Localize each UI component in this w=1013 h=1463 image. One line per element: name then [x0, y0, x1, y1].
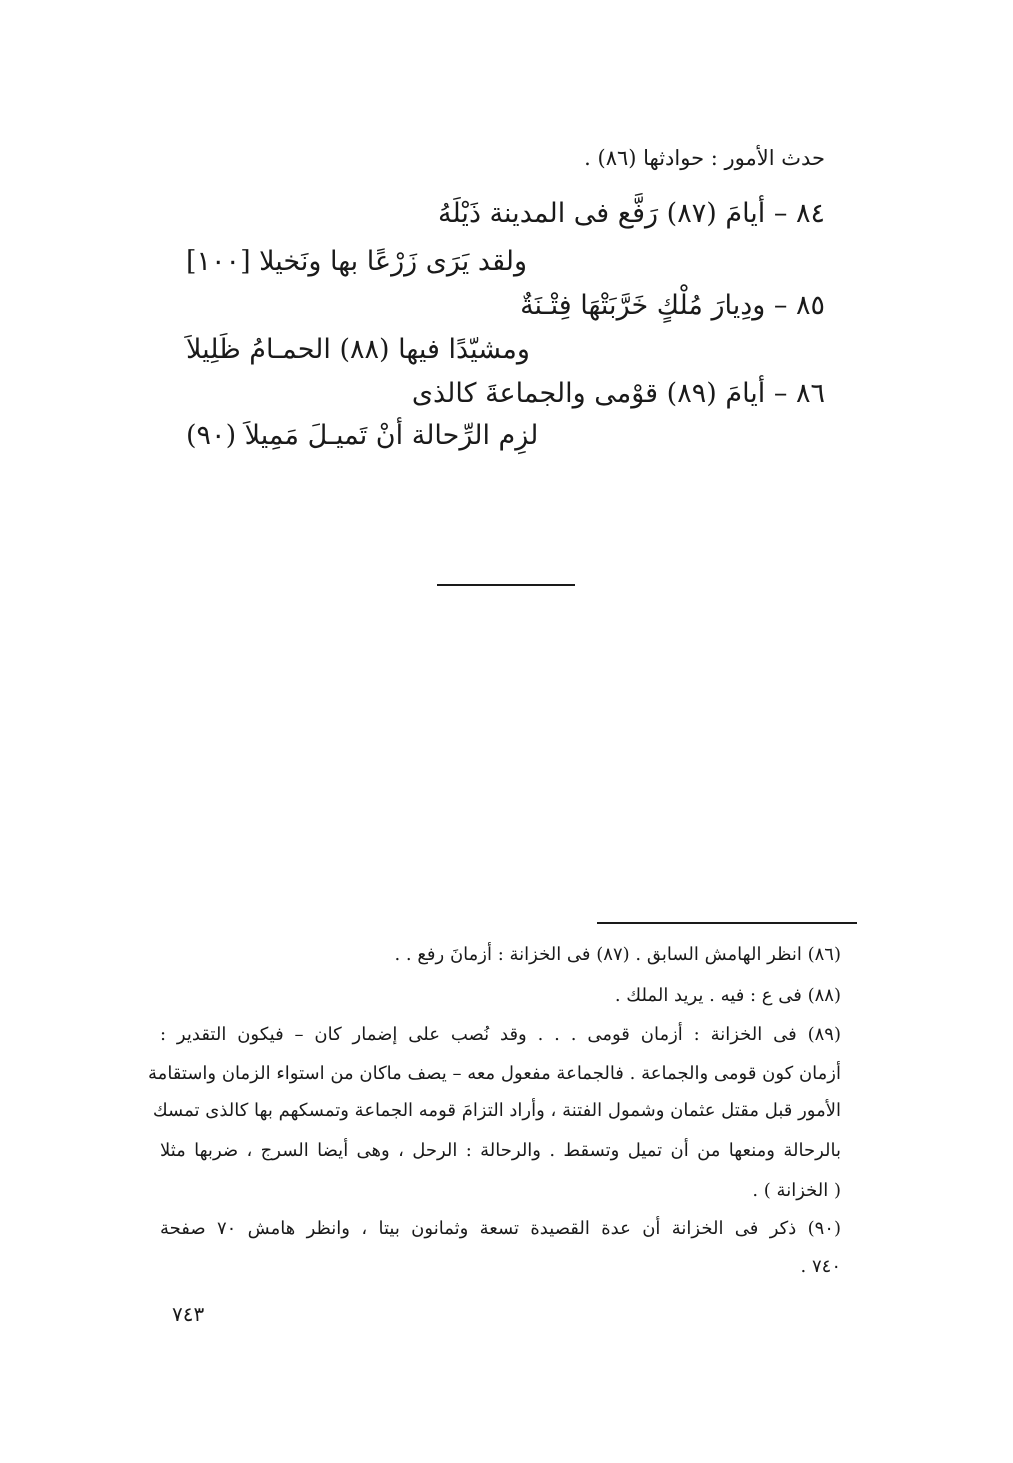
- footnote-89-line-2: أزمان كون قومى والجماعة . فالجماعة مفعول معه – يصف ماكان من استواء الزمان واستقامة: [148, 1063, 841, 1084]
- footnote-90-line-1: (٩٠) ذكر فى الخزانة أن عدة القصيدة تسعة وثمانون بيتا ، وانظر هامش ٧٠ صفحة: [160, 1218, 841, 1239]
- verse-84-first-hemistich: ٨٤ – أيامَ (٨٧) رَفَّع فى المدينة ذَيْلَهُ: [438, 198, 825, 229]
- footnote-86-87: (٨٦) انظر الهامش السابق . (٨٧) فى الخزانة : أزمانَ رفع . .: [394, 944, 841, 965]
- verse-85-first-hemistich: ٨٥ – ودِيارَ مُلْكٍ خَرَّبَتْهَا فِتْـنَةٌ: [520, 290, 825, 321]
- footnote-divider: [597, 922, 857, 924]
- verse-85-second-hemistich: ومشيّدًا فيها (٨٨) الحمـامُ ظَلِيلاَ: [186, 334, 530, 365]
- verse-86-second-hemistich: لزِم الرِّحالة أنْ تَميـلَ مَمِيلاَ (٩٠): [186, 420, 539, 451]
- footnote-88: (٨٨) فى ع : فيه . يريد الملك .: [614, 985, 841, 1006]
- section-divider: [437, 584, 575, 586]
- page-number: ٧٤٣: [172, 1302, 205, 1326]
- footnote-89-line-5: ( الخزانة ) .: [752, 1180, 841, 1201]
- verse-84-second-hemistich: ولقد يَرَى زَرْعًا بها ونَخيلا [١٠٠]: [186, 246, 527, 277]
- gloss-line: حدث الأمور : حوادثها (٨٦) .: [584, 146, 825, 170]
- footnote-90-line-2: ٧٤٠ .: [800, 1256, 841, 1277]
- footnote-89-line-3: الأمور قبل مقتل عثمان وشمول الفتنة ، وأراد التزامَ قومه الجماعة وتمسكهم بها كالذى تمسك: [152, 1100, 841, 1121]
- footnote-89-line-4: بالرحالة ومنعها من أن تميل وتسقط . والرحالة : الرحل ، وهى أيضا السرج ، ضربها مثلا: [160, 1140, 841, 1161]
- footnote-89-line-1: (٨٩) فى الخزانة : أزمان قومى . . . وقد نُصب على إضمار كان – فيكون التقدير :: [160, 1024, 841, 1045]
- verse-86-first-hemistich: ٨٦ – أيامَ (٨٩) قوْمى والجماعةَ كالذى: [411, 378, 825, 409]
